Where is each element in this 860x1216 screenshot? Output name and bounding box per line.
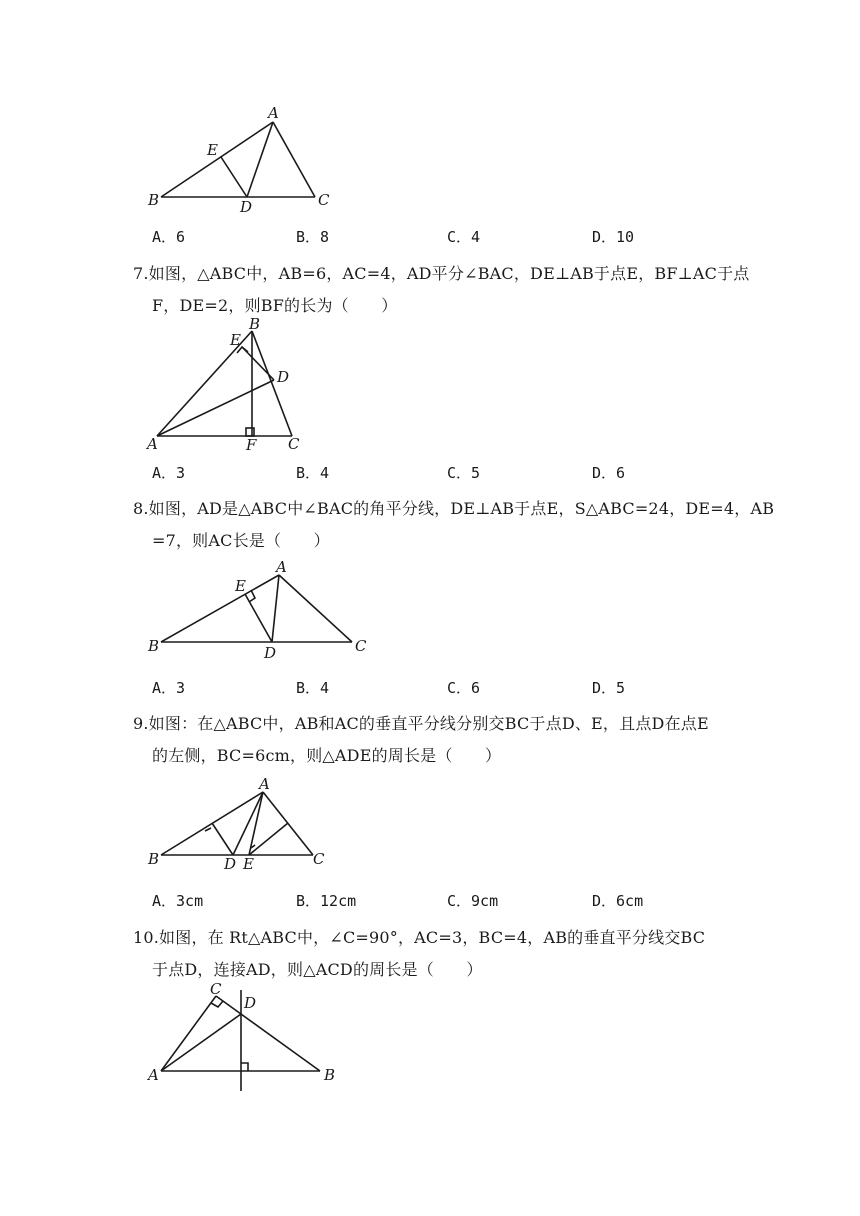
- fig8-label-D: D: [264, 644, 277, 662]
- q7-option-d[interactable]: D．6: [592, 464, 626, 482]
- fig10-label-B: B: [324, 1066, 336, 1084]
- fig6-label-D: D: [240, 198, 253, 216]
- fig10-label-C: C: [210, 980, 222, 998]
- q7-option-c[interactable]: C．5: [447, 464, 481, 482]
- q7-text-line2: F，DE=2，则BF的长为（ ）: [152, 296, 398, 315]
- fig8-label-A: A: [276, 558, 287, 576]
- q7-text-line1: 7.如图，△ABC中，AB=6，AC=4，AD平分∠BAC，DE⊥AB于点E，BF⊥AC于点: [133, 264, 750, 283]
- fig9-label-E: E: [243, 855, 254, 873]
- fig8-label-E: E: [235, 577, 246, 595]
- q9-option-a[interactable]: A．3cm: [152, 892, 204, 910]
- q6-option-d[interactable]: D．10: [592, 228, 635, 246]
- fig7-label-B: B: [249, 315, 261, 333]
- q6-option-b[interactable]: B．8: [296, 228, 330, 246]
- fig9-label-C: C: [313, 850, 325, 868]
- fig6-label-E: E: [207, 141, 218, 159]
- q6-option-a[interactable]: A．6: [152, 228, 186, 246]
- fig7-label-F: F: [246, 436, 257, 454]
- fig6-label-A: A: [268, 104, 279, 122]
- q7-option-a[interactable]: A．3: [152, 464, 186, 482]
- fig7-label-D: D: [277, 368, 290, 386]
- q9-text-line2: 的左侧，BC=6cm，则△ADE的周长是（ ）: [152, 746, 502, 765]
- fig9-label-D: D: [224, 855, 237, 873]
- fig9-label-A: A: [259, 775, 270, 793]
- q8-option-a[interactable]: A．3: [152, 679, 186, 697]
- q9-option-b[interactable]: B．12cm: [296, 892, 357, 910]
- q9-option-c[interactable]: C．9cm: [447, 892, 499, 910]
- fig7-label-A: A: [147, 435, 158, 453]
- q9-text-line1: 9.如图：在△ABC中，AB和AC的垂直平分线分别交BC于点D、E，且点D在点E: [133, 714, 709, 733]
- q8-option-c[interactable]: C．6: [447, 679, 481, 697]
- q8-option-b[interactable]: B．4: [296, 679, 330, 697]
- fig8-label-B: B: [148, 637, 160, 655]
- q8-text-line2: =7，则AC长是（ ）: [152, 531, 330, 550]
- q6-option-c[interactable]: C．4: [447, 228, 481, 246]
- q8-text-line1: 8.如图，AD是△ABC中∠BAC的角平分线，DE⊥AB于点E，S△ABC=24，DE=4，AB: [133, 499, 775, 518]
- fig9-label-B: B: [148, 850, 160, 868]
- fig10-label-A: A: [148, 1066, 159, 1084]
- fig7-label-E: E: [230, 331, 241, 349]
- q7-option-b[interactable]: B．4: [296, 464, 330, 482]
- fig8-label-C: C: [355, 637, 367, 655]
- q10-text-line1: 10.如图，在 Rt△ABC中，∠C=90°，AC=3，BC=4，AB的垂直平分线交BC: [133, 928, 706, 947]
- fig7-label-C: C: [288, 435, 300, 453]
- fig10-label-D: D: [244, 994, 257, 1012]
- fig6-label-B: B: [148, 191, 160, 209]
- fig6-label-C: C: [318, 191, 330, 209]
- q10-text-line2: 于点D，连接AD，则△ACD的周长是（ ）: [152, 960, 483, 979]
- q8-option-d[interactable]: D．5: [592, 679, 626, 697]
- q9-option-d[interactable]: D．6cm: [592, 892, 644, 910]
